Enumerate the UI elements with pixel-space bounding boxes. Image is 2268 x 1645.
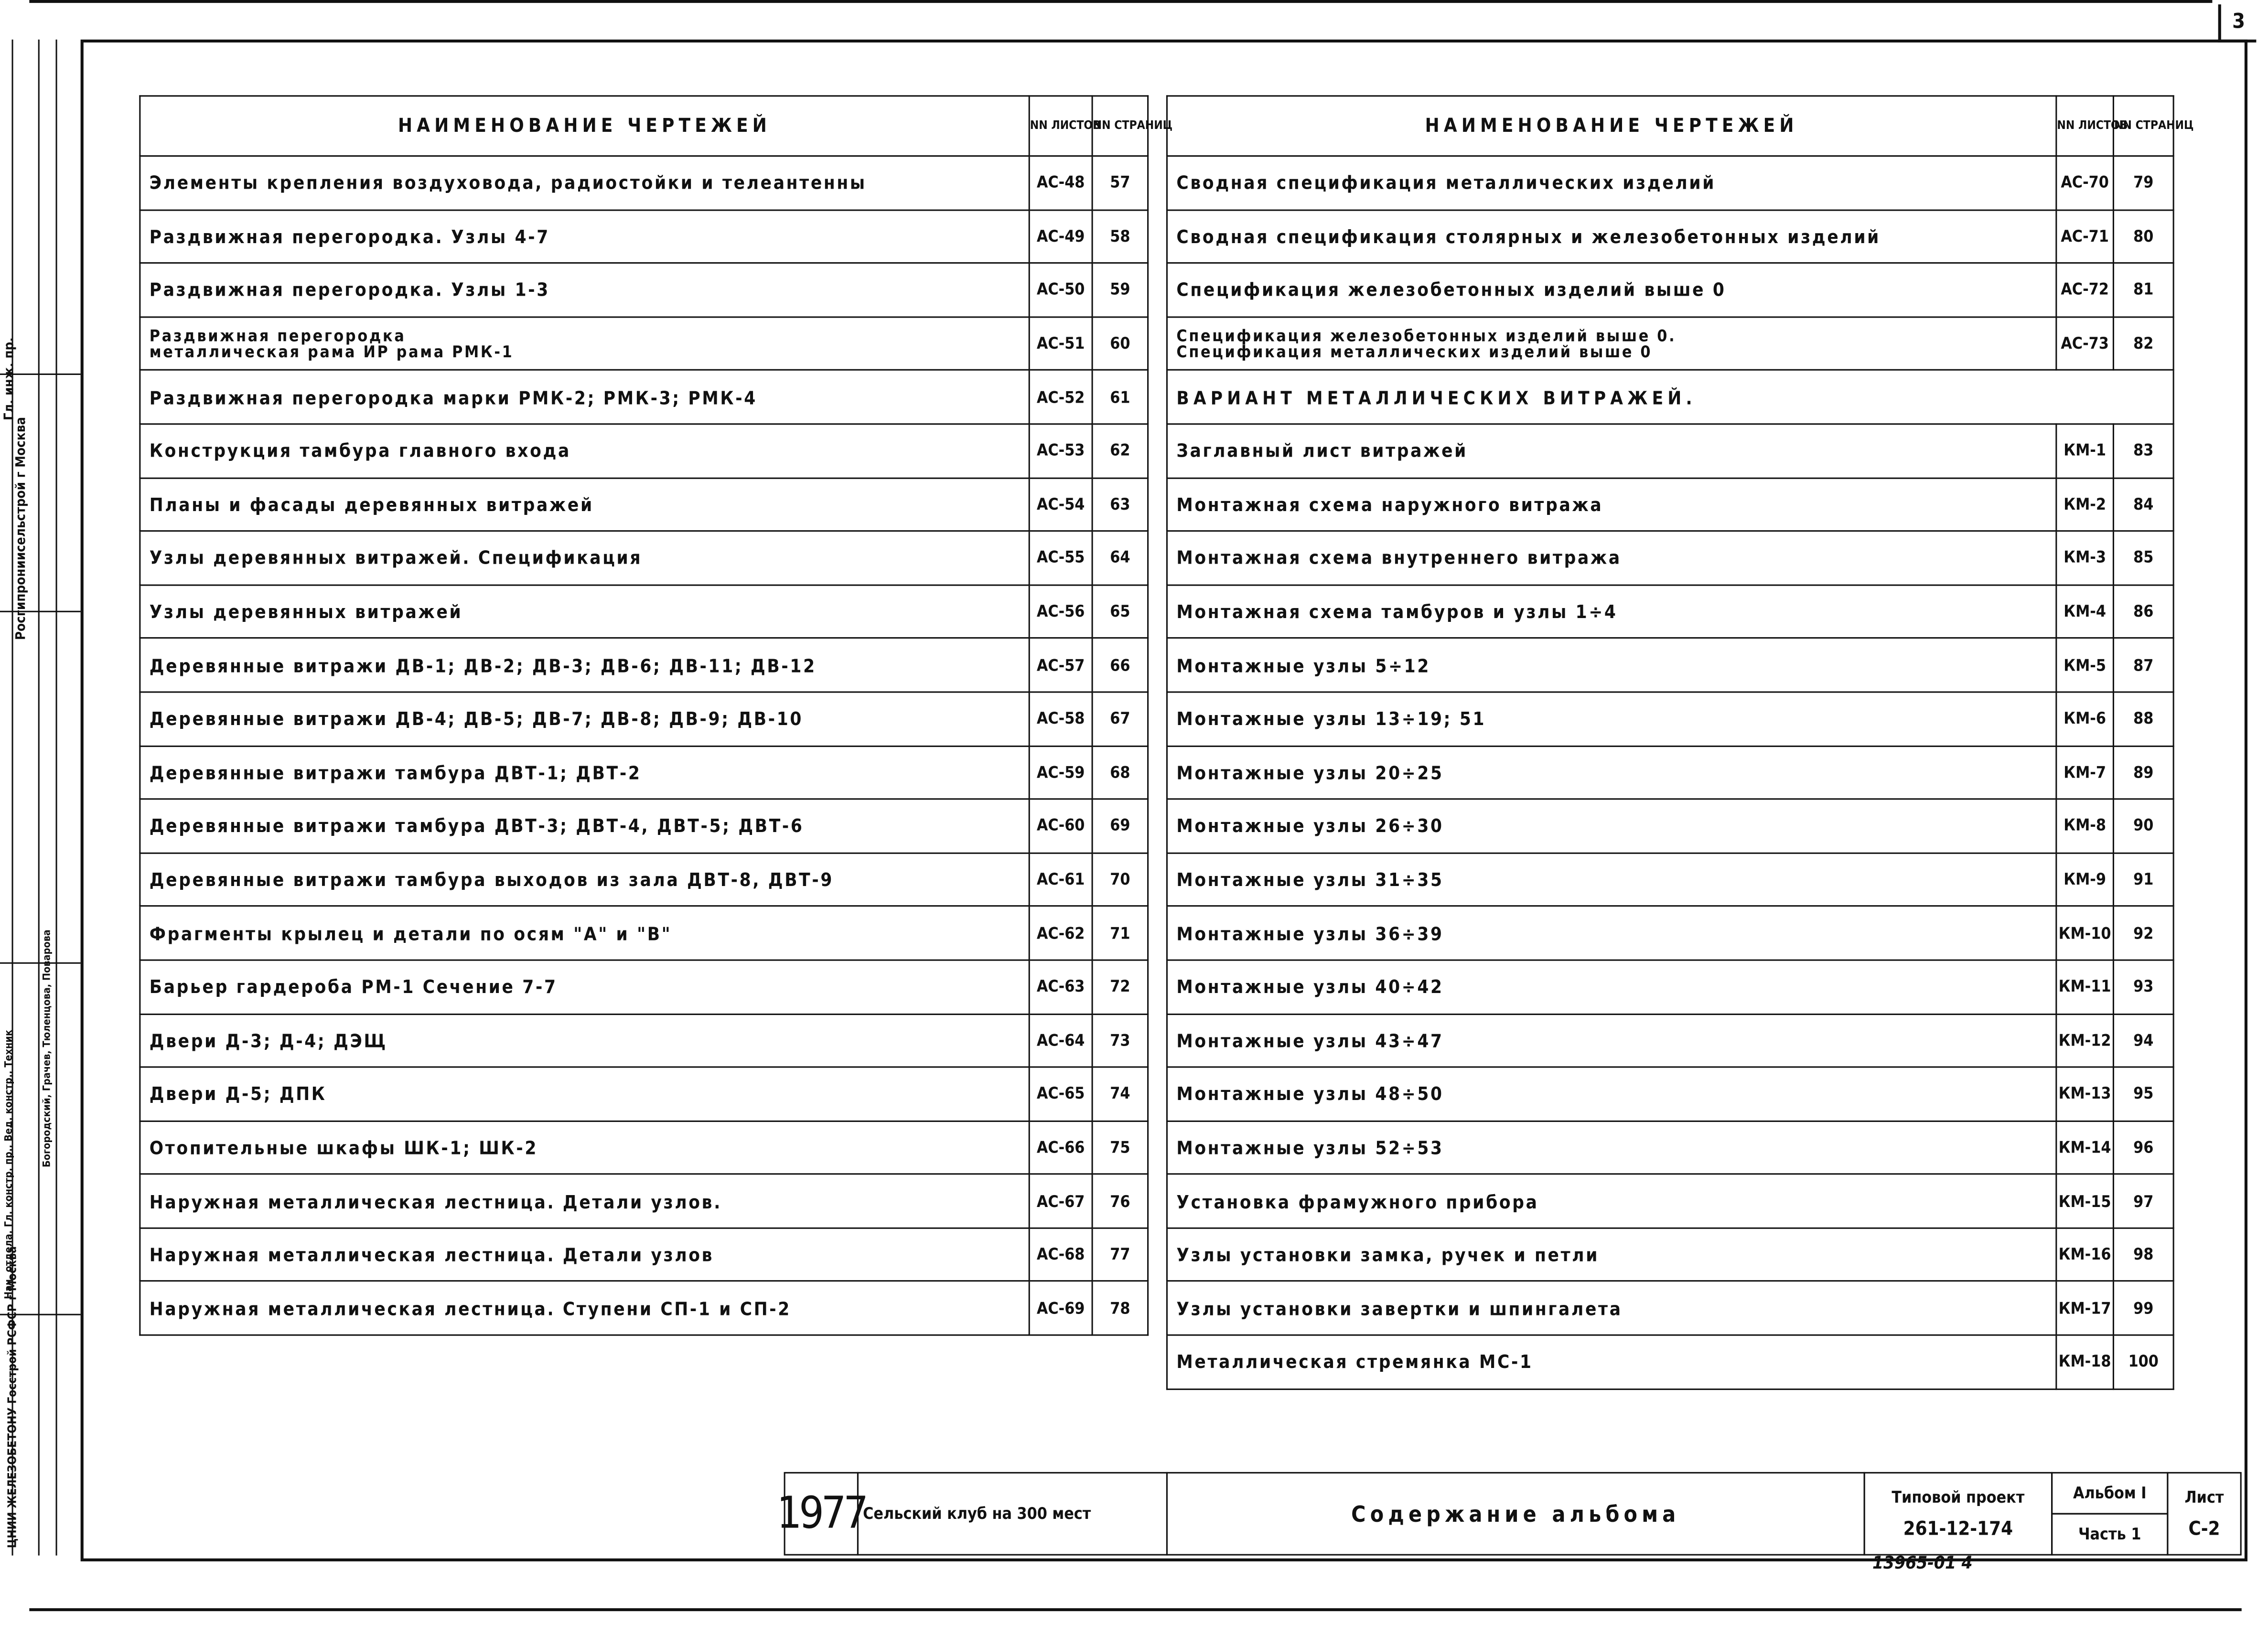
contents-table-left [139,95,1173,1336]
page-number-cell: 58 [1092,210,1148,263]
page-number-cell: 75 [1092,1121,1148,1174]
drawing-name: Фрагменты крылец и детали по осям "А" и "В" [140,907,1029,960]
page-number-cell: 67 [1092,692,1148,746]
table-row [1167,746,2173,799]
table-row [1167,1067,2173,1121]
page-number-cell: 94 [2113,1014,2173,1067]
page-number-cell: 89 [2113,746,2173,799]
page-number-cell: 100 [2113,1335,2173,1389]
top-border-line [29,0,2212,7]
drawing-name: Наружная металлическая лестница. Ступени СП-1 и СП-2 [140,1282,1029,1335]
sheet-code: АС-51 [1029,317,1092,370]
page-number: 3 [2218,4,2257,43]
sheet-code: АС-56 [1029,585,1092,638]
header-pages: NN СТРАНИЦ [1092,96,1148,156]
sheet-code: АС-67 [1029,1175,1092,1228]
table-row [140,960,1148,1014]
drawing-name: Монтажные узлы 40÷42 [1167,960,2056,1014]
sheet-code: АС-61 [1029,853,1092,906]
table-row [140,799,1148,853]
sheet-code: АС-53 [1029,424,1092,478]
sheet-code: КМ-2 [2056,478,2114,531]
title-year: 1977 [784,1472,859,1556]
header-pages: NN СТРАНИЦ [2113,96,2173,156]
page-number-cell: 68 [1092,746,1148,799]
page-number-cell: 99 [2113,1282,2173,1335]
page-number-cell: 57 [1092,156,1148,210]
drawing-name: Монтажные узлы 52÷53 [1167,1121,2056,1174]
project-label: Типовой проект [1892,1487,2025,1506]
sheet-code: КМ-14 [2056,1121,2114,1174]
sheet-code: КМ-13 [2056,1067,2114,1121]
drawing-name: Монтажные узлы 5÷12 [1167,639,2056,692]
drawing-name: Узлы деревянных витражей. Спецификация [140,531,1029,585]
drawing-name: Узлы установки замка, ручек и петли [1167,1228,2056,1282]
header-name: НАИМЕНОВАНИЕ ЧЕРТЕЖЕЙ [1167,96,2056,156]
sheet-code: КМ-3 [2056,531,2114,585]
table-row [140,692,1148,746]
table-row [1167,1014,2173,1067]
table-row [140,1067,1148,1121]
header-sheets: NN ЛИСТОВ [1029,96,1092,156]
drawing-name: Монтажные узлы 48÷50 [1167,1067,2056,1121]
page-number-cell: 85 [2113,531,2173,585]
page-number-cell: 98 [2113,1228,2173,1282]
page-number-cell: 88 [2113,692,2173,746]
page-number-cell: 74 [1092,1067,1148,1121]
table-row [1167,853,2173,906]
drawing-name: Установка фрамужного прибора [1167,1175,2056,1228]
table-row [1167,1282,2173,1335]
page-number-cell: 83 [2113,424,2173,478]
sheet-code: АС-71 [2056,210,2114,263]
sheet-code: КМ-12 [2056,1014,2114,1067]
sheet-code: КМ-1 [2056,424,2114,478]
header-sheets: NN ЛИСТОВ [2056,96,2114,156]
sheet-code: АС-48 [1029,156,1092,210]
drawing-name: Металлическая стремянка МС-1 [1167,1335,2056,1389]
table-row [1167,1335,2173,1389]
drawing-name: Раздвижная перегородка марки РМК-2; РМК-3; РМК-4 [140,370,1029,424]
table-row [1167,263,2173,317]
page-number-cell: 64 [1092,531,1148,585]
bottom-edge-line [29,1608,2241,1611]
sheet-label: Лист [2184,1487,2224,1506]
table-row [1167,210,2173,263]
drawing-name: Монтажные узлы 43÷47 [1167,1014,2056,1067]
sheet-code: АС-73 [2056,317,2114,370]
table-row [1167,1228,2173,1282]
table-row [1167,960,2173,1014]
sheet-code: АС-54 [1029,478,1092,531]
sheet-code: АС-52 [1029,370,1092,424]
drawing-name: Монтажная схема тамбуров и узлы 1÷4 [1167,585,2056,638]
project-number: 261-12-174 [1903,1518,2013,1540]
table-row [140,1121,1148,1174]
table-row [140,639,1148,692]
sheet-code: АС-68 [1029,1228,1092,1282]
title-part: Часть 1 [2051,1513,2168,1556]
drawing-name: Наружная металлическая лестница. Детали узлов. [140,1175,1029,1228]
page-number-cell: 72 [1092,960,1148,1014]
title-document: Содержание альбома [1166,1472,1865,1556]
sheet-code: АС-66 [1029,1121,1092,1174]
page-number-cell: 93 [2113,960,2173,1014]
drawing-name: Барьер гардероба РМ-1 Сечение 7-7 [140,960,1029,1014]
sheet-code: КМ-5 [2056,639,2114,692]
table-row [1167,1175,2173,1228]
drawing-name: Сводная спецификация металлических изделий [1167,156,2056,210]
drawing-name: Монтажная схема внутреннего витража [1167,531,2056,585]
sheet-code: АС-55 [1029,531,1092,585]
page-number-cell: 80 [2113,210,2173,263]
page-number-cell: 96 [2113,1121,2173,1174]
table-row [140,907,1148,960]
drawing-name: Элементы крепления воздуховода, радиостойки и телеантенны [140,156,1029,210]
sheet-code: АС-69 [1029,1282,1092,1335]
page-number-cell: 65 [1092,585,1148,638]
page-number-cell: 90 [2113,799,2173,853]
drawing-name: Узлы установки завертки и шпингалета [1167,1282,2056,1335]
sheet-code: КМ-8 [2056,799,2114,853]
table-row [1167,317,2173,370]
page-number-cell: 84 [2113,478,2173,531]
drawing-name: Наружная металлическая лестница. Детали узлов [140,1228,1029,1282]
drawing-name: Деревянные витражи ДВ-4; ДВ-5; ДВ-7; ДВ-8; ДВ-9; ДВ-10 [140,692,1029,746]
sheet-code: КМ-7 [2056,746,2114,799]
sheet-code: АС-59 [1029,746,1092,799]
drawing-name: Планы и фасады деревянных витражей [140,478,1029,531]
stamp-positions: Нач. отдела, Гл. констр. пр., Вед. констр., Техник [3,1029,15,1299]
drawing-name: Деревянные витражи тамбура выходов из зала ДВТ-8, ДВТ-9 [140,853,1029,906]
drawing-name: Монтажная схема наружного витража [1167,478,2056,531]
table-row [140,210,1148,263]
table-row [1167,478,2173,531]
sheet-code: КМ-11 [2056,960,2114,1014]
sheet-code: АС-57 [1029,639,1092,692]
left-stamp-strip [0,40,81,1556]
drawing-name: Монтажные узлы 20÷25 [1167,746,2056,799]
page-number-cell: 76 [1092,1175,1148,1228]
page-number-cell: 70 [1092,853,1148,906]
table-row [1167,692,2173,746]
table-row [140,263,1148,317]
page-number-cell: 60 [1092,317,1148,370]
sheet-code: АС-70 [2056,156,2114,210]
page-number-cell: 71 [1092,907,1148,960]
table-row [140,1014,1148,1067]
section-heading: ВАРИАНТ МЕТАЛЛИЧЕСКИХ ВИТРАЖЕЙ. [1167,370,2173,424]
table-row [140,478,1148,531]
sheet-code: АС-72 [2056,263,2114,317]
drawing-name: Деревянные витражи ДВ-1; ДВ-2; ДВ-3; ДВ-6; ДВ-11; ДВ-12 [140,639,1029,692]
drawing-name: Сводная спецификация столярных и железобетонных изделий [1167,210,2056,263]
sheet-code: КМ-18 [2056,1335,2114,1389]
drawing-name: Узлы деревянных витражей [140,585,1029,638]
drawing-name: Конструкция тамбура главного входа [140,424,1029,478]
table-row [1167,156,2173,210]
drawing-name: Раздвижная перегородка металлическая рама ИР рама РМК-1 [140,317,1029,370]
page-number-cell: 95 [2113,1067,2173,1121]
page-number-cell: 59 [1092,263,1148,317]
drawing-name: Монтажные узлы 26÷30 [1167,799,2056,853]
page-number-cell: 87 [2113,639,2173,692]
drawing-name: Двери Д-3; Д-4; ДЭЩ [140,1014,1029,1067]
inventory-number: 13965-01 4 [1872,1552,1973,1573]
table-row [1167,799,2173,853]
table-row [140,585,1148,638]
drawing-name: Спецификация железобетонных изделий выше 0. Спецификация металлических изделий выше 0 [1167,317,2056,370]
sheet-number: С-2 [2188,1518,2220,1540]
sheet-code: КМ-16 [2056,1228,2114,1282]
page-number-cell: 61 [1092,370,1148,424]
drawing-name: Деревянные витражи тамбура ДВТ-1; ДВТ-2 [140,746,1029,799]
page-number-cell: 63 [1092,478,1148,531]
drawing-name: Заглавный лист витражей [1167,424,2056,478]
title-object: Сельский клуб на 300 мест [857,1472,1168,1556]
page-number-cell: 77 [1092,1228,1148,1282]
page-number-cell: 79 [2113,156,2173,210]
sheet-code: КМ-17 [2056,1282,2114,1335]
page-number-cell: 91 [2113,853,2173,906]
title-album: Альбом I [2051,1472,2168,1515]
table-row [1167,424,2173,478]
drawing-name: Монтажные узлы 13÷19; 51 [1167,692,2056,746]
table-row [140,370,1148,424]
table-row [140,746,1148,799]
sheet-code: КМ-15 [2056,1175,2114,1228]
contents-table-right [1166,95,2194,1389]
table-row [140,1175,1148,1228]
stamp-roles: Гл. инж. пр. [3,337,18,421]
drawing-name: Монтажные узлы 31÷35 [1167,853,2056,906]
table-row [1167,585,2173,638]
table-row [1167,531,2173,585]
table-row [1167,370,2173,424]
sheet-code: КМ-4 [2056,585,2114,638]
drawing-name: Монтажные узлы 36÷39 [1167,907,2056,960]
table-row [140,1228,1148,1282]
table-row [140,156,1148,210]
page-number-cell: 62 [1092,424,1148,478]
sheet-code: АС-64 [1029,1014,1092,1067]
sheet-code: КМ-10 [2056,907,2114,960]
page-number-cell: 86 [2113,585,2173,638]
sheet-code: КМ-6 [2056,692,2114,746]
table-row [140,853,1148,906]
drawing-name: Деревянные витражи тамбура ДВТ-3; ДВТ-4, ДВТ-5; ДВТ-6 [140,799,1029,853]
sheet-code: АС-63 [1029,960,1092,1014]
sheet-code: АС-60 [1029,799,1092,853]
table-row [140,317,1148,370]
drawing-name: Раздвижная перегородка. Узлы 1-3 [140,263,1029,317]
stamp-org-bottom: ЦНИИ ЖЕЛЕЗОБЕТОНУ Госстрой РСФСР г Москва [6,1246,19,1549]
page-number-cell: 82 [2113,317,2173,370]
sheet-code: АС-49 [1029,210,1092,263]
table-row [1167,639,2173,692]
sheet-code: КМ-9 [2056,853,2114,906]
drawing-name: Двери Д-5; ДПК [140,1067,1029,1121]
page-number-cell: 97 [2113,1175,2173,1228]
header-name: НАИМЕНОВАНИЕ ЧЕРТЕЖЕЙ [140,96,1029,156]
table-row [140,531,1148,585]
page-number-cell: 73 [1092,1014,1148,1067]
drawing-name: Отопительные шкафы ШК-1; ШК-2 [140,1121,1029,1174]
page-number-cell: 78 [1092,1282,1148,1335]
page-number-cell: 66 [1092,639,1148,692]
stamp-persons: Богородский, Грачев, Тюленцова, Поварова [41,929,53,1168]
table-row [1167,1121,2173,1174]
sheet-code: АС-58 [1029,692,1092,746]
title-sheet [2167,1472,2241,1556]
table-row [140,1282,1148,1335]
sheet-code: АС-62 [1029,907,1092,960]
sheet-code: АС-50 [1029,263,1092,317]
drawing-name: Спецификация железобетонных изделий выше 0 [1167,263,2056,317]
table-row [1167,907,2173,960]
table-row [140,424,1148,478]
drawing-name: Раздвижная перегородка. Узлы 4-7 [140,210,1029,263]
sheet-code: АС-65 [1029,1067,1092,1121]
stamp-org-top: Росгипрониисельстрой г Москва [14,417,30,641]
page-number-cell: 81 [2113,263,2173,317]
title-project [1864,1472,2053,1556]
page-number-cell: 92 [2113,907,2173,960]
page-number-cell: 69 [1092,799,1148,853]
